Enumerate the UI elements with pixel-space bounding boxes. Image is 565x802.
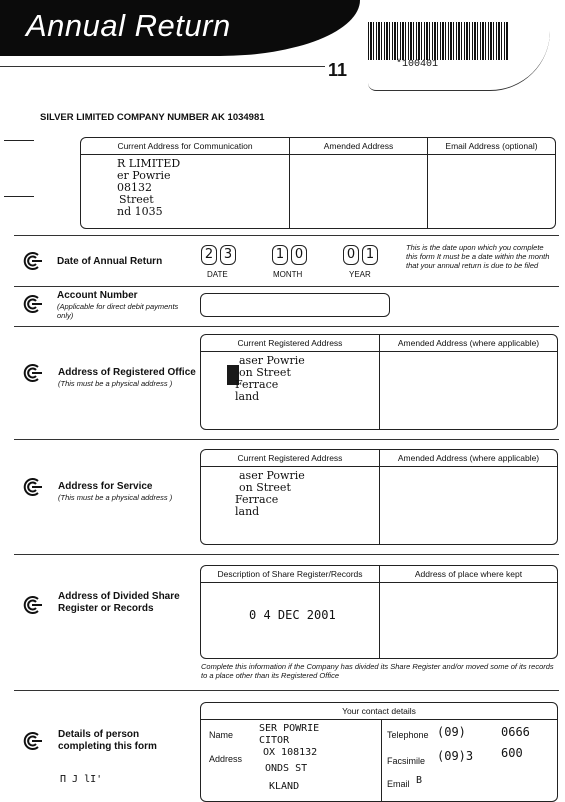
service-sub: (This must be a physical address ) xyxy=(58,493,173,502)
telephone-value[interactable]: (09) xyxy=(437,725,466,739)
barcode-number: *100401 xyxy=(396,59,439,70)
section-rule xyxy=(14,286,559,287)
col-current-address: Current Address for Communication xyxy=(81,138,289,155)
address-value-2[interactable]: ONDS ST xyxy=(265,763,308,774)
header-rule xyxy=(0,66,325,67)
month-digit-2[interactable]: 0 xyxy=(291,245,307,265)
facsimile-value-2[interactable]: 600 xyxy=(501,746,523,760)
facsimile-label: Facsimile xyxy=(387,756,426,766)
facsimile-value[interactable]: (09)3 xyxy=(437,749,474,763)
nz-companies-logo-icon xyxy=(22,595,42,615)
section-rule xyxy=(14,554,559,555)
divider xyxy=(427,138,428,228)
margin-dash xyxy=(4,196,34,197)
section-rule xyxy=(14,690,559,691)
address-line: land xyxy=(235,505,260,518)
nz-companies-logo-icon xyxy=(22,363,42,383)
divider xyxy=(289,138,290,228)
col-email-address: Email Address (optional) xyxy=(428,138,555,155)
contact-header: Your contact details xyxy=(201,703,557,720)
divided-label-2: Register or Records xyxy=(58,603,154,614)
year-digit-2[interactable]: 1 xyxy=(362,245,378,265)
received-date-stamp: 0 4 DEC 2001 xyxy=(249,608,336,622)
year-caption: YEAR xyxy=(349,270,371,279)
address-line: land xyxy=(235,390,260,403)
col-amended-address: Amended Address xyxy=(290,138,427,155)
account-number-input[interactable] xyxy=(200,293,390,317)
day-digit-2[interactable]: 3 xyxy=(220,245,236,265)
form-number: 11 xyxy=(328,60,348,80)
section-rule xyxy=(14,235,559,236)
day-digit-1[interactable]: 2 xyxy=(201,245,217,265)
address-line: Ferrace xyxy=(235,378,279,391)
col-place-kept: Address of place where kept xyxy=(380,566,557,583)
address-line: Street xyxy=(119,193,154,206)
col-current-registered: Current Registered Address xyxy=(201,335,379,352)
col-description: Description of Share Register/Records xyxy=(201,566,379,583)
col-current-registered: Current Registered Address xyxy=(201,450,379,467)
form-title: Annual Return xyxy=(26,8,231,43)
barcode xyxy=(368,22,508,60)
contact-label-1: Details of person xyxy=(58,729,140,740)
address-value-3[interactable]: KLAND xyxy=(269,781,300,792)
address-value-1[interactable]: OX 108132 xyxy=(263,747,318,758)
account-label: Account Number xyxy=(57,290,138,301)
bottom-handwritten-mark: П J lI' xyxy=(60,774,103,785)
divided-note: Complete this information if the Company has divided its Share Register and/or moved some of its records to a place other than its Registered Office xyxy=(201,662,554,680)
address-line: on Street xyxy=(239,366,291,379)
section-rule xyxy=(14,439,559,440)
year-digit-1[interactable]: 0 xyxy=(343,245,359,265)
name-value[interactable]: SER POWRIE xyxy=(259,723,320,734)
service-address-table xyxy=(200,449,558,545)
nz-companies-logo-icon xyxy=(22,731,42,751)
month-digit-1[interactable]: 1 xyxy=(272,245,288,265)
name-label: Name xyxy=(209,730,234,740)
divider xyxy=(379,566,380,658)
account-sub: (Applicable for direct debit payments only) xyxy=(57,302,179,320)
registered-office-table xyxy=(200,334,558,430)
divider xyxy=(379,335,380,429)
divider xyxy=(379,450,380,544)
col-amended: Amended Address (where applicable) xyxy=(380,450,557,467)
contact-label-2: completing this form xyxy=(58,741,157,752)
month-caption: MONTH xyxy=(273,270,303,279)
email-value[interactable]: B xyxy=(416,775,423,786)
company-line: SILVER LIMITED COMPANY NUMBER AK 1034981 xyxy=(40,112,265,123)
date-label: Date of Annual Return xyxy=(57,256,163,267)
telephone-value-2[interactable]: 0666 xyxy=(501,725,530,739)
address-line: nd 1035 xyxy=(117,205,163,218)
telephone-label: Telephone xyxy=(387,730,429,740)
service-label: Address for Service xyxy=(58,481,153,492)
nz-companies-logo-icon xyxy=(22,251,42,271)
name-value-2[interactable]: CITOR xyxy=(259,735,290,746)
section-rule xyxy=(14,326,559,327)
date-note: This is the date upon which you complete this form It must be a date within the month that your annual return is due to be filed xyxy=(406,243,550,270)
contact-details-box xyxy=(200,702,558,802)
address-line: aser Powrie xyxy=(239,354,305,367)
divider xyxy=(381,720,382,801)
address-line: on Street xyxy=(239,481,291,494)
margin-dash xyxy=(4,140,34,141)
address-line: R LIMITED xyxy=(117,157,181,170)
nz-companies-logo-icon xyxy=(22,294,42,314)
divided-register-table xyxy=(200,565,558,659)
address-line: Ferrace xyxy=(235,493,279,506)
divided-label-1: Address of Divided Share xyxy=(58,591,180,602)
address-label: Address xyxy=(209,754,243,764)
address-line: 08132 xyxy=(117,181,152,194)
address-line: er Powrie xyxy=(117,169,171,182)
date-caption: DATE xyxy=(207,270,228,279)
registered-office-sub: (This must be a physical address ) xyxy=(58,379,173,388)
col-amended: Amended Address (where applicable) xyxy=(380,335,557,352)
email-label: Email xyxy=(387,779,410,789)
registered-office-label: Address of Registered Office xyxy=(58,367,196,378)
communication-address-table xyxy=(80,137,556,229)
address-line: aser Powrie xyxy=(239,469,305,482)
nz-companies-logo-icon xyxy=(22,477,42,497)
